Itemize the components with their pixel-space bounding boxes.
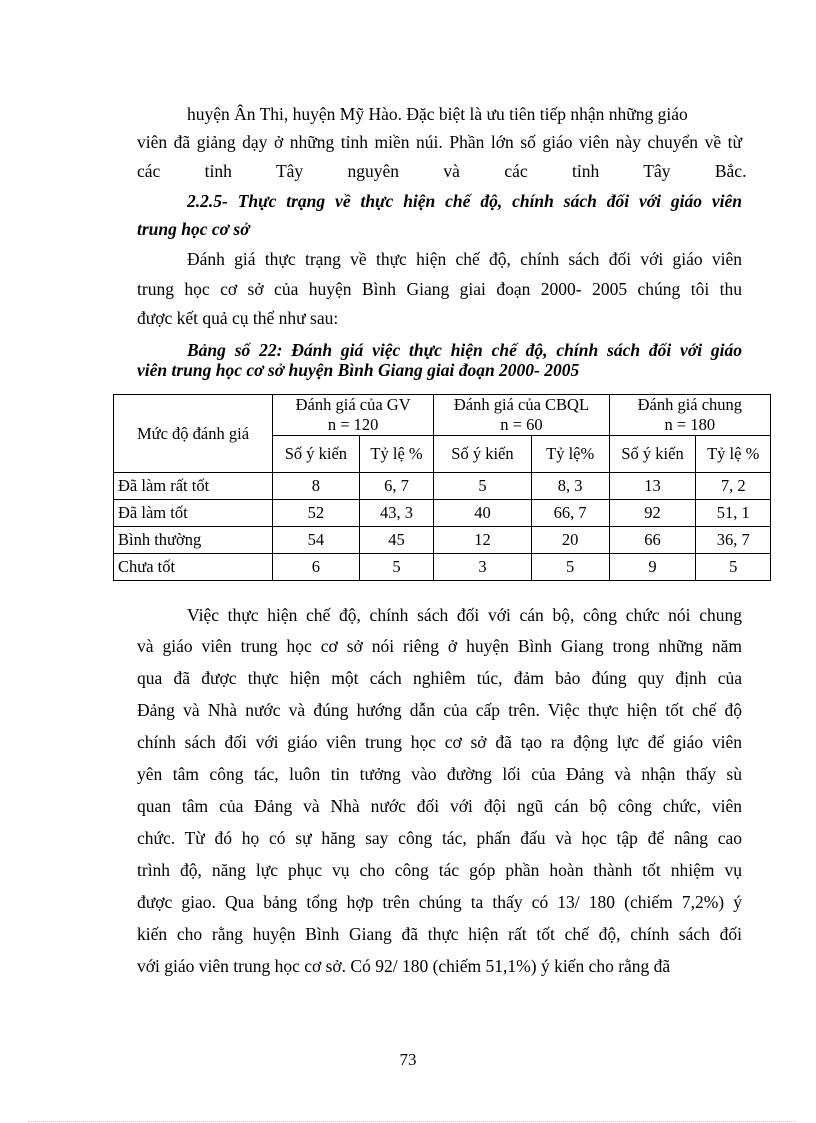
table-cell: 7, 2 <box>696 473 771 500</box>
table-cell: 36, 7 <box>696 527 771 554</box>
table-cell: 51, 1 <box>696 500 771 527</box>
row-label: Đã làm rất tốt <box>114 473 273 500</box>
table-cell: 12 <box>434 527 531 554</box>
group-header-gv <box>273 395 434 436</box>
group-n: n = 60 <box>500 415 543 434</box>
page-bottom-divider <box>28 1121 796 1122</box>
table-cell: 13 <box>609 473 696 500</box>
table-row <box>114 500 771 527</box>
intro-line-3 <box>137 161 747 182</box>
page-number: 73 <box>399 1050 417 1069</box>
section-heading-line-2: trung học cơ sở <box>137 219 250 239</box>
subheader-cell: Tỷ lệ% <box>531 436 609 473</box>
table-cell: 5 <box>531 554 609 581</box>
group-header-cbql <box>434 395 609 436</box>
group-title: Đánh giá của GV <box>295 395 411 414</box>
para1-line-3: được kết quả cụ thể như sau: <box>137 308 339 328</box>
para2-line-5: chính sách đối với giáo viên trung học cơ sở đã tạo ra động lực để giáo viên <box>137 732 742 752</box>
para1-line-1: Đánh giá thực trạng về thực hiện chế độ, chính sách đối với giáo viên <box>187 249 742 269</box>
table-cell: 92 <box>609 500 696 527</box>
para2-line-1: Việc thực hiện chế độ, chính sách đối với cán bộ, công chức nói chung <box>187 605 742 625</box>
intro-line-3-text: các tỉnh Tây nguyên và các tỉnh Tây Bắc. <box>137 161 747 181</box>
table-cell: 52 <box>273 500 360 527</box>
section-heading-line-1: 2.2.5- Thực trạng về thực hiện chế độ, chính sách đối với giáo viên <box>187 191 742 211</box>
table-cell: 6, 7 <box>359 473 433 500</box>
subheader-cell: Số ý kiến <box>434 436 531 473</box>
group-title: Đánh giá của CBQL <box>453 395 590 414</box>
group-n: n = 120 <box>327 415 379 434</box>
table-cell: 40 <box>434 500 531 527</box>
table-row <box>114 473 771 500</box>
intro-line-1: huyện Ân Thi, huyện Mỹ Hào. Đặc biệt là ưu tiên tiếp nhận những giáo <box>187 104 688 124</box>
row-label: Bình thường <box>114 527 273 554</box>
table-cell: 54 <box>273 527 360 554</box>
row-label: Chưa tốt <box>114 554 273 581</box>
table-cell: 5 <box>434 473 531 500</box>
table-cell: 66 <box>609 527 696 554</box>
table-cell: 66, 7 <box>531 500 609 527</box>
table-title-line-1: Bảng số 22: Đánh giá việc thực hiện chế độ, chính sách đối với giáo <box>187 340 742 360</box>
para2-line-9: trình độ, năng lực phục vụ cho công tác góp phần hoàn thành tốt nhiệm vụ <box>137 860 742 880</box>
group-title: Đánh giá chung <box>637 395 743 414</box>
table-cell: 20 <box>531 527 609 554</box>
row-label: Đã làm tốt <box>114 500 273 527</box>
table-cell: 3 <box>434 554 531 581</box>
table-cell: 8, 3 <box>531 473 609 500</box>
para2-line-7: quan tâm của Đảng và Nhà nước đối với đội ngũ cán bộ công chức, viên <box>137 796 742 816</box>
row-header-cell: Mức độ đánh giá <box>114 395 273 473</box>
group-n: n = 180 <box>664 415 716 434</box>
para2-line-3: qua đã được thực hiện một cách nghiêm túc, đảm bảo đúng quy định của <box>137 668 742 688</box>
table-cell: 45 <box>359 527 433 554</box>
para2-line-12: với giáo viên trung học cơ sở. Có 92/ 180 (chiếm 51,1%) ý kiến cho rằng đã <box>137 956 671 976</box>
table-row <box>114 554 771 581</box>
para2-line-11: kiến cho rằng huyện Bình Giang đã thực hiện rất tốt chế độ, chính sách đối <box>137 924 742 944</box>
subheader-cell: Số ý kiến <box>273 436 360 473</box>
subheader-cell: Tỷ lệ % <box>696 436 771 473</box>
para2-line-10: được giao. Qua bảng tổng hợp trên chúng ta thấy có 13/ 180 (chiếm 7,2%) ý <box>137 892 742 912</box>
table-row <box>114 527 771 554</box>
table-title-line-2: viên trung học cơ sở huyện Bình Giang giai đoạn 2000- 2005 <box>137 360 580 380</box>
para2-line-8: chức. Từ đó họ có sự hăng say công tác, phấn đấu và học tập để nâng cao <box>137 828 742 848</box>
group-header-chung <box>609 395 770 436</box>
para2-line-2: và giáo viên trung học cơ sở nói riêng ở huyện Bình Giang trong những năm <box>137 636 742 656</box>
table-cell: 5 <box>696 554 771 581</box>
table-header-row <box>114 395 771 436</box>
intro-line-2: viên đã giảng dạy ở những tỉnh miền núi. Phần lớn số giáo viên này chuyển về từ <box>137 132 742 152</box>
table-cell: 8 <box>273 473 360 500</box>
table-cell: 6 <box>273 554 360 581</box>
para2-line-4: Đảng và Nhà nước và đúng hướng dẫn của cấp trên. Việc thực hiện tốt chế độ <box>137 700 742 720</box>
para2-line-6: yên tâm công tác, luôn tin tưởng vào đường lối của Đảng và nhận thấy sù <box>137 764 742 784</box>
table-cell: 9 <box>609 554 696 581</box>
table-cell: 5 <box>359 554 433 581</box>
subheader-cell: Số ý kiến <box>609 436 696 473</box>
table-cell: 43, 3 <box>359 500 433 527</box>
evaluation-table <box>113 394 771 581</box>
subheader-cell: Tỷ lệ % <box>359 436 433 473</box>
para1-line-2: trung học cơ sở của huyện Bình Giang giai đoạn 2000- 2005 chúng tôi thu <box>137 279 742 299</box>
